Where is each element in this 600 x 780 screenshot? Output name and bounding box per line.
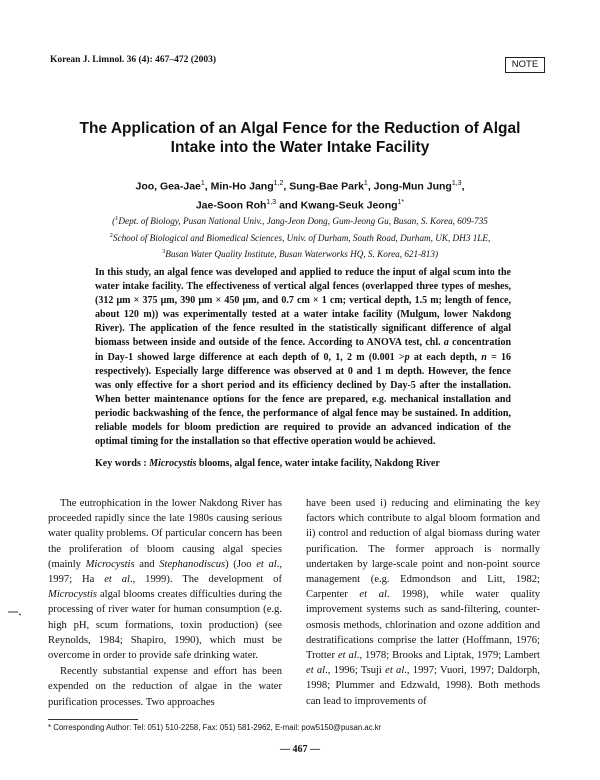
author-name: Sung-Bae Park	[289, 180, 364, 193]
keywords-label: Key words :	[95, 458, 147, 469]
author-line-1: Joo, Gea-Jae$^1$, Min-Ho Jang$^{1,2}$, Sung-Bae Park$^1$, Jong-Mun Jung$^{1,3}$,	[135, 180, 465, 193]
author-name: Jong-Mun Jung	[373, 180, 452, 193]
abstract-text: at each depth,	[413, 351, 478, 363]
affiliations	[60, 212, 540, 262]
affiliation-text: School of Biological and Biomedical Sciences, Univ. of Durham, South Road, Durham, UK, DH3 1LE,	[112, 232, 491, 243]
author-sup: 1,2	[273, 180, 284, 187]
author-sup: 1	[363, 180, 368, 187]
note-badge: NOTE	[505, 57, 545, 73]
footnote-rule	[48, 719, 138, 720]
abstract-italic: n	[481, 351, 487, 363]
page-number: — 467 —	[280, 744, 320, 755]
author-sup: 1*	[397, 198, 405, 206]
body-column-left	[48, 496, 282, 710]
body-paragraph: The eutrophication in the lower Nakdong River has proceeded rapidly since the late 1980s causing serious water quality problems. Of particular concern has been the proliferation of bloom causing algal species (mainly Microcystis and Stephanodiscus) (Joo et al., 1997; Ha et al., 1999). The development of Microcystis algal blooms creates difficulties during the processing of river water for human consumption (e.g. high pH, scum formations, toxin production) (see Reynolds, 1984; Shapiro, 1990), which must be overcome in order to provide safe drinking water.	[48, 498, 283, 662]
abstract	[95, 266, 511, 449]
affiliation-3	[60, 245, 540, 262]
journal-citation: Korean J. Limnol. 36 (4): 467–472 (2003)	[50, 55, 217, 65]
author-line-2	[60, 195, 540, 214]
affiliation-sup: 2	[109, 231, 113, 239]
affiliation-sup: 1	[115, 215, 119, 222]
keywords-italic: Microcystis	[149, 458, 197, 469]
abstract-italic: p	[404, 351, 410, 363]
author-sup: 1	[200, 180, 205, 187]
keywords	[95, 458, 511, 469]
body-column-right	[306, 496, 540, 709]
affiliation-text: Busan Water Quality Institute, Busan Waterworks HQ, S. Korea, 621-813)	[165, 249, 439, 260]
abstract-text: concentration in Day-1 showed large difference at each depth of 0, 1, 2 m (0.001 >	[95, 337, 512, 363]
affiliation-1: ($^1$Dept. of Biology, Pusan National Univ., Jang-Jeon Dong, Gum-Jeong Gu, Busan, S. Korea, 609-735	[112, 215, 488, 227]
body-paragraph: have been used i) reducing and eliminating the key factors which contribute to algal bloom formation and ii) control and reduction of algal biomass during water purification. The former approach is normally undertaken by large-scale point and non-point source management (e.g. Edmondson and Litt, 1982; Carpenter et al. 1998), while water quality improvement systems such as sand-filtering, counter-osmosis methods, chlorination and ozone addition and destratifications comprise the latter (Hoffmann, 1976; Trotter et al., 1978; Brooks and Liptak, 1979; Lambert et al., 1996; Tsuji et al., 1997; Vuori, 1997; Daldorph, 1998; Plummer and Edzwald, 1998). Both methods can lead to improvements of	[306, 498, 540, 707]
keywords-text: blooms, algal fence, water intake facility, Nakdong River	[198, 458, 440, 469]
affiliation-2	[60, 229, 540, 246]
paper-title	[60, 119, 540, 157]
author-name: Jae-Soon Roh	[195, 199, 267, 211]
author-name: Joo, Gea-Jae	[135, 180, 201, 193]
body-paragraph: Recently substantial expense and effort has been expended on the reduction of algae in the water purification processes. Two approaches	[48, 666, 282, 708]
abstract-text: = 16 respectively). Especially large difference was observed at 0 and 1 m depth. However, the fence was only effective for a short period and its efficiency declined by Day-5 after the installation. When better maintenance options for the fence are prepared, e.g. mechanical installation and periodic backwashing of the fence, the performance of algal fence may be sustained. In addition, reliable models for bloom prediction are required to provide an advanced indication of the optimal timing for the installation so that effective operation would be achieved.	[95, 351, 512, 448]
margin-mark	[8, 608, 22, 616]
author-sup: 1,3	[451, 180, 462, 187]
footnote: * Corresponding Author: Tel: 051) 510-2258, Fax: 051) 581-2962, E-mail: pow5150@pusan.ac.kr	[48, 723, 382, 732]
title-line-2: Intake into the Water Intake Facility	[170, 139, 430, 156]
abstract-text: In this study, an algal fence was developed and applied to reduce the input of algal scum into the water intake facility. The effectiveness of vertical algal fences (overlapped three types of meshes, (312 μm × 375 μm, 390 μm × 450 μm, and 0.7 cm × 1 cm; vertical depth, 1.5 m; length of fence, about 120 m)) was experimentally tested at a water intake facility (Mulgum, lower Nakdong River). The application of the fence resulted in the statistically significant difference of algal biomass between inside and outside of the fence. According to ANOVA test, chl.	[95, 267, 511, 349]
author-name: Kwang-Seuk Jeong	[300, 199, 398, 211]
author-sup: 1,3	[266, 198, 277, 206]
title-line-1: The Application of an Algal Fence for the Reduction of Algal	[79, 120, 521, 137]
author-name: Min-Ho Jang	[210, 180, 274, 193]
author-list	[60, 176, 540, 213]
affiliation-text: Dept. of Biology, Pusan National Univ., Jang-Jeon Dong, Gum-Jeong Gu, Busan, S. Korea, 609-735	[118, 216, 488, 227]
abstract-italic: a	[443, 337, 449, 349]
affiliation-sup: 3	[161, 248, 166, 256]
author-conjunction: and	[279, 199, 298, 211]
